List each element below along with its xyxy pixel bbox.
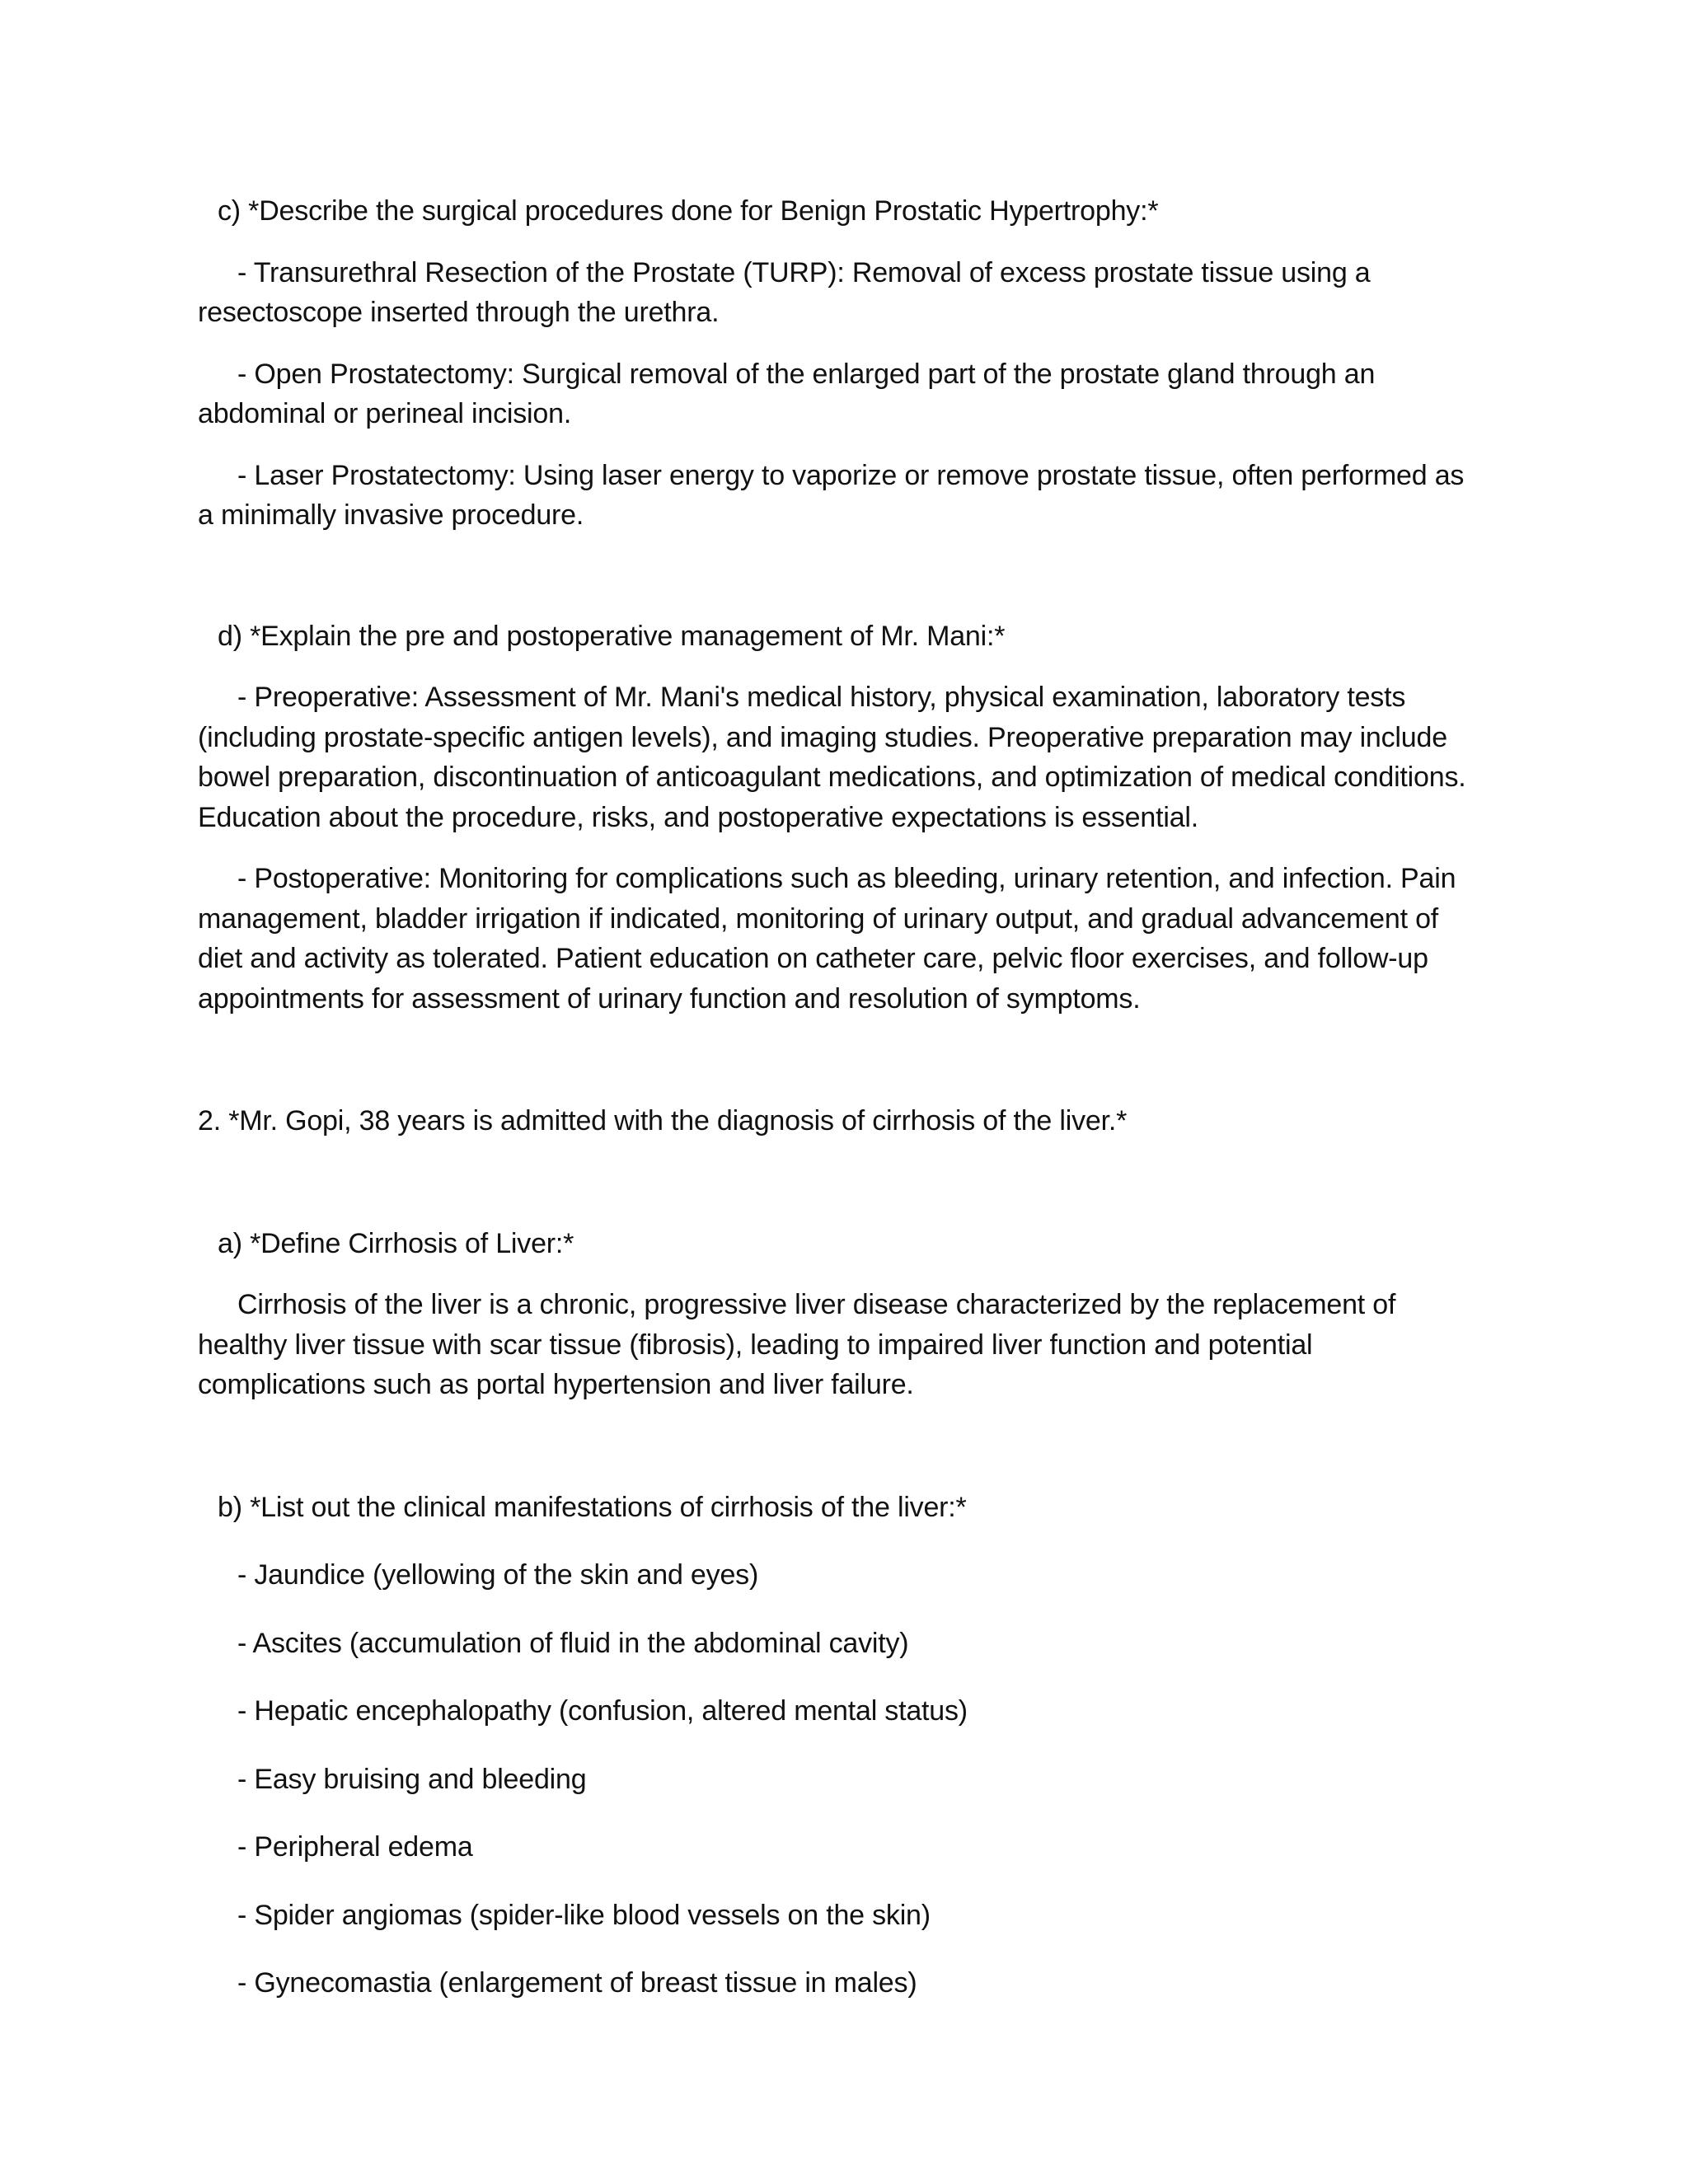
spacer bbox=[198, 1427, 1484, 1488]
list-item: - Jaundice (yellowing of the skin and eyes) bbox=[237, 1559, 759, 1591]
list-item: - Peripheral edema bbox=[237, 1831, 473, 1863]
list-item: - Spider angiomas (spider-like blood vessels on the skin) bbox=[237, 1899, 931, 1931]
section-c-item-open-prostatectomy: - Open Prostatectomy: Surgical removal of the enlarged part of the prostate gland through an abdominal or perineal incision. bbox=[198, 358, 1376, 429]
section-d-item-postoperative: - Postoperative: Monitoring for complications such as bleeding, urinary retention, and infection. Pain management, bladder irrigation if indicated, monitoring of urinary output, and gradual advancement of diet and activity as tolerated. Patient education on catheter care, pelvic floor exercises, and follow-up appointments for assessment of urinary function and resolution of symptoms. bbox=[198, 863, 1456, 1015]
document-page bbox=[198, 191, 1484, 2025]
section-2a-body: Cirrhosis of the liver is a chronic, progressive liver disease characterized by the replacement of healthy liver tissue with scar tissue (fibrosis), leading to impaired liver function and potential complications such as portal hypertension and liver failure. bbox=[198, 1289, 1396, 1400]
section-2b-heading: b) *List out the clinical manifestations of cirrhosis of the liver:* bbox=[218, 1491, 967, 1523]
question-2-title: 2. *Mr. Gopi, 38 years is admitted with the diagnosis of cirrhosis of the liver.* bbox=[198, 1105, 1128, 1137]
list-item: - Hepatic encephalopathy (confusion, altered mental status) bbox=[237, 1695, 968, 1727]
list-item: - Ascites (accumulation of fluid in the abdominal cavity) bbox=[237, 1627, 909, 1659]
spacer bbox=[198, 1040, 1484, 1101]
spacer bbox=[198, 557, 1484, 616]
list-item: - Gynecomastia (enlargement of breast tissue in males) bbox=[237, 1967, 917, 1999]
section-c-item-laser-prostatectomy: - Laser Prostatectomy: Using laser energy to vaporize or remove prostate tissue, often performed as a minimally invasive procedure. bbox=[198, 459, 1465, 531]
section-d-heading: d) *Explain the pre and postoperative management of Mr. Mani:* bbox=[218, 620, 1006, 652]
section-c-item-turp: - Transurethral Resection of the Prostate (TURP): Removal of excess prostate tissue using a resectoscope inserted through the urethra. bbox=[198, 256, 1371, 328]
section-2a-heading: a) *Define Cirrhosis of Liver:* bbox=[218, 1227, 574, 1259]
spacer bbox=[198, 1163, 1484, 1224]
list-item: - Easy bruising and bleeding bbox=[237, 1763, 587, 1795]
section-c-heading: c) *Describe the surgical procedures done for Benign Prostatic Hypertrophy:* bbox=[218, 195, 1159, 227]
section-d-item-preoperative: - Preoperative: Assessment of Mr. Mani's medical history, physical examination, laboratory tests (including prostate-specific antigen levels), and imaging studies. Preoperative preparation may include bowel preparation, discontinuation of anticoagulant medications, and optimization of medical conditions. Education about the procedure, risks, and postoperative expectations is essential. bbox=[198, 682, 1466, 833]
